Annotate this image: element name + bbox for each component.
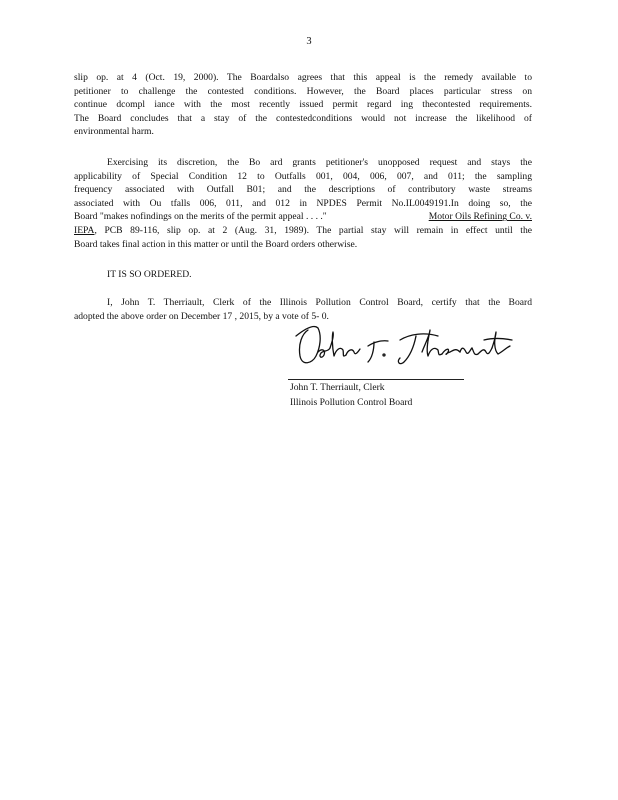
text-line: The Board concludes that a stay of the contestedconditions would not increase the likelihood of — [74, 112, 532, 124]
text-line: continue dcompl iance with the most recently issued permit regard ing thecontested requirements. — [74, 99, 532, 111]
signature-line — [288, 379, 464, 380]
paragraph-certification — [74, 296, 532, 323]
text-line: associated with Ou tfalls 006, 011, and 012 in NPDES Permit No.IL0049191.In doing so, the — [74, 197, 532, 209]
signer-name: John T. Therriault, Clerk — [290, 382, 385, 393]
text-line: frequency associated with Outfall B01; and the descriptions of contributory waste streams — [74, 184, 532, 196]
text-line: Board takes final action in this matter or until the Board orders otherwise. — [74, 238, 358, 250]
paragraph-stay-rationale — [74, 71, 532, 139]
case-citation-name: Motor Oils Refining Co. v. — [428, 211, 532, 223]
text-line — [74, 210, 532, 224]
text-citation-rest: , PCB 89-116, slip op. at 2 (Aug. 31, 1989). The partial stay will remain in effect until the — [94, 224, 532, 236]
page-number: 3 — [306, 36, 312, 47]
handwritten-signature — [288, 322, 528, 372]
text-line: applicability of Special Condition 12 to Outfalls 001, 004, 006, 007, and 011; the sampling — [74, 170, 532, 182]
text-line — [74, 224, 532, 238]
text-line: Exercising its discretion, the Bo ard grants petitioner's unopposed request and stays the — [107, 157, 532, 168]
signer-organization: Illinois Pollution Control Board — [290, 396, 413, 408]
text-quote: Board "makes nofindings on the merits of the permit appeal . . . ." — [74, 211, 327, 223]
paragraph-grant-stay — [74, 156, 532, 251]
text-line: slip op. at 4 (Oct. 19, 2000). The Boardalso agrees that this appeal is the remedy available to — [74, 72, 532, 83]
case-citation-party: IEPA — [74, 224, 95, 236]
signature-block — [290, 381, 412, 410]
order-statement: IT IS SO ORDERED. — [107, 269, 192, 280]
text-line: petitioner to challenge the contested conditions. However, the Board places particular stress on — [74, 85, 532, 97]
text-line: I, John T. Therriault, Clerk of the Illinois Pollution Control Board, certify that the Board — [107, 297, 532, 308]
text-line: environmental harm. — [74, 126, 154, 138]
text-line: adopted the above order on December 17 , 2015, by a vote of 5- 0. — [74, 310, 329, 322]
